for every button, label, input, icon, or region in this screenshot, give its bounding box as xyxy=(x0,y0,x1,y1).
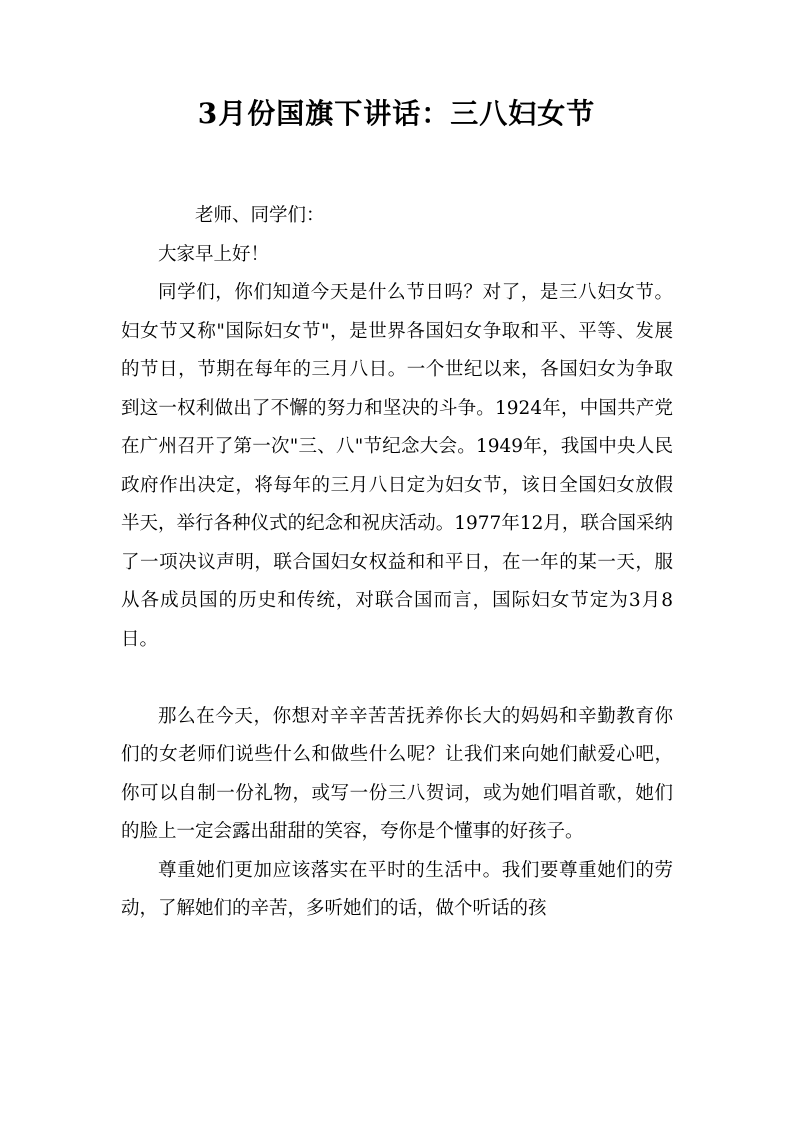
document-body xyxy=(121,197,673,929)
paragraph-history: 同学们，你们知道今天是什么节日吗？对了，是三八妇女节。妇女节又称"国际妇女节"，是世界各国妇女争取和平、平等、发展的节日，节期在每年的三月八日。一个世纪以来，各国妇女为争取到这一权利做出了不懈的努力和坚决的斗争。1924年，中国共产党在广州召开了第一次"三、八"节纪念大会。1949年，我国中央人民政府作出决定，将每年的三月八日定为妇女节，该日全国妇女放假半天，举行各种仪式的纪念和祝庆活动。1977年12月，联合国采纳了一项决议声明，联合国妇女权益和和平日，在一年的某一天，服从各成员国的历史和传统，对联合国而言，国际妇女节定为3月8日。 xyxy=(121,282,673,650)
greeting: 大家早上好！ xyxy=(158,243,270,265)
paragraph-gratitude: 那么在今天，你想对辛辛苦苦抚养你长大的妈妈和辛勤教育你们的女老师们说些什么和做些什么呢？让我们来向她们献爱心吧，你可以自制一份礼物，或写一份三八贺词，或为她们唱首歌，她们的脸上一定会露出甜甜的笑容，夸你是个懂事的好孩子。 xyxy=(121,705,673,842)
paragraph-respect: 尊重她们更加应该落实在平时的生活中。我们要尊重她们的劳动，了解她们的辛苦，多听她们的话，做个听话的孩 xyxy=(121,859,673,919)
salutation: 老师、同学们： xyxy=(195,205,325,226)
document-title: 3月份国旗下讲话：三八妇女节 xyxy=(197,97,596,130)
